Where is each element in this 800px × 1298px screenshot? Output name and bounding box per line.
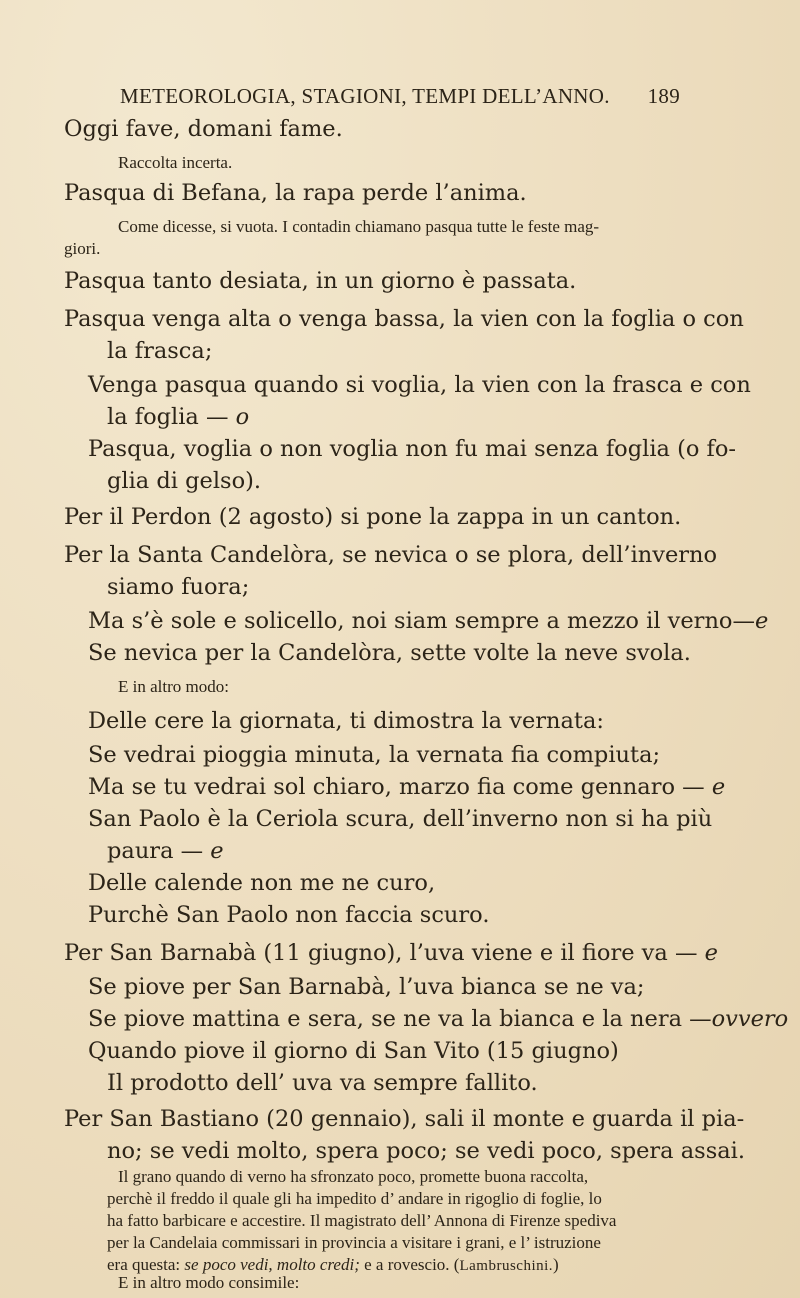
proverb-line bbox=[88, 772, 725, 802]
italic-connector: e bbox=[754, 608, 769, 634]
proverb-line: San Paolo è la Ceriola scura, dell’inverno non si ha più bbox=[88, 806, 713, 832]
proverb-text: Ma s’è sole e solicello, noi siam sempre a mezzo il verno— bbox=[88, 608, 755, 634]
proverb-text: paura — bbox=[107, 838, 204, 864]
note-line: E in altro modo consimile: bbox=[118, 1273, 300, 1292]
proverb-line: la frasca; bbox=[107, 338, 213, 364]
proverb-line: Se piove per San Barnabà, l’uva bianca se ne va; bbox=[88, 974, 645, 1000]
proverb-line: Pasqua venga alta o venga bassa, la vien con la foglia o con bbox=[64, 306, 744, 332]
proverb-line: Pasqua di Befana, la rapa perde l’anima. bbox=[64, 180, 527, 206]
note-line: giori. bbox=[64, 239, 101, 258]
proverb-line bbox=[88, 1004, 788, 1034]
note-text: e a rovescio. ( bbox=[364, 1255, 460, 1274]
proverb-line: no; se vedi molto, spera poco; se vedi poco, spera assai. bbox=[107, 1138, 745, 1164]
italic-connector: e bbox=[704, 940, 718, 966]
proverb-line: Se vedrai pioggia minuta, la vernata fia compiuta; bbox=[88, 742, 661, 768]
note-text: era questa: bbox=[107, 1255, 181, 1274]
proverb-line: Oggi fave, domani fame. bbox=[64, 116, 343, 142]
proverb-line bbox=[107, 402, 249, 432]
italic-connector: e bbox=[210, 838, 224, 864]
proverb-line: Per la Santa Candelòra, se nevica o se plora, dell’inverno bbox=[64, 542, 718, 568]
italic-connector: o bbox=[235, 404, 250, 430]
proverb-line: siamo fuora; bbox=[107, 574, 250, 600]
italic-connector: e bbox=[711, 774, 726, 800]
proverb-line: Delle cere la giornata, ti dimostra la vernata: bbox=[88, 708, 604, 734]
proverb-text: Ma se tu vedrai sol chiaro, marzo fia come gennaro — bbox=[88, 774, 705, 800]
proverb-line: Il prodotto dell’ uva va sempre fallito. bbox=[107, 1070, 538, 1096]
author-name: Lambruschini. bbox=[459, 1258, 554, 1274]
proverb-text: la foglia — bbox=[107, 404, 229, 430]
running-header bbox=[120, 84, 680, 109]
italic-phrase: se poco vedi, molto credi; bbox=[184, 1255, 360, 1274]
proverb-line: Pasqua tanto desiata, in un giorno è passata. bbox=[64, 268, 577, 294]
note-line: Come dicesse, si vuota. I contadin chiamano pasqua tutte le feste mag- bbox=[118, 217, 600, 236]
running-title: METEOROLOGIA, STAGIONI, TEMPI DELL’ANNO. bbox=[120, 84, 610, 108]
note-line: Il grano quando di verno ha sfronzato poco, promette buona raccolta, bbox=[118, 1167, 589, 1186]
note-line: E in altro modo: bbox=[118, 677, 229, 696]
italic-connector: ovvero bbox=[711, 1006, 789, 1032]
proverb-line: Se nevica per la Candelòra, sette volte la neve svola. bbox=[88, 640, 691, 666]
proverb-line bbox=[107, 836, 224, 866]
proverb-line: glia di gelso). bbox=[107, 468, 262, 494]
note-line: perchè il freddo il quale gli ha impedito d’ andare in rigoglio di foglie, lo bbox=[107, 1189, 602, 1208]
proverb-line: Per San Bastiano (20 gennaio), sali il monte e guarda il pia- bbox=[64, 1106, 745, 1132]
proverb-line: Quando piove il giorno di San Vito (15 giugno) bbox=[88, 1038, 619, 1064]
proverb-line: Delle calende non me ne curo, bbox=[88, 870, 436, 896]
proverb-text: Per San Barnabà (11 giugno), l’uva viene e il fiore va — bbox=[64, 940, 698, 966]
proverb-line bbox=[88, 606, 768, 636]
proverb-line bbox=[64, 938, 718, 968]
note-line: Raccolta incerta. bbox=[118, 153, 233, 172]
note-line: ha fatto barbicare e accestire. Il magistrato dell’ Annona di Firenze spediva bbox=[107, 1211, 617, 1230]
proverb-line: Pasqua, voglia o non voglia non fu mai senza foglia (o fo- bbox=[88, 436, 737, 462]
proverb-line: Purchè San Paolo non faccia scuro. bbox=[88, 902, 490, 928]
proverb-text: Se piove mattina e sera, se ne va la bianca e la nera — bbox=[88, 1006, 712, 1032]
proverb-line: Per il Perdon (2 agosto) si pone la zappa in un canton. bbox=[64, 504, 682, 530]
proverb-line: Venga pasqua quando si voglia, la vien con la frasca e con bbox=[88, 372, 751, 398]
note-text: ) bbox=[553, 1255, 559, 1274]
page-number: 189 bbox=[647, 84, 680, 108]
note-line: per la Candelaia commissari in provincia a visitare i grani, e l’ istruzione bbox=[107, 1233, 601, 1252]
